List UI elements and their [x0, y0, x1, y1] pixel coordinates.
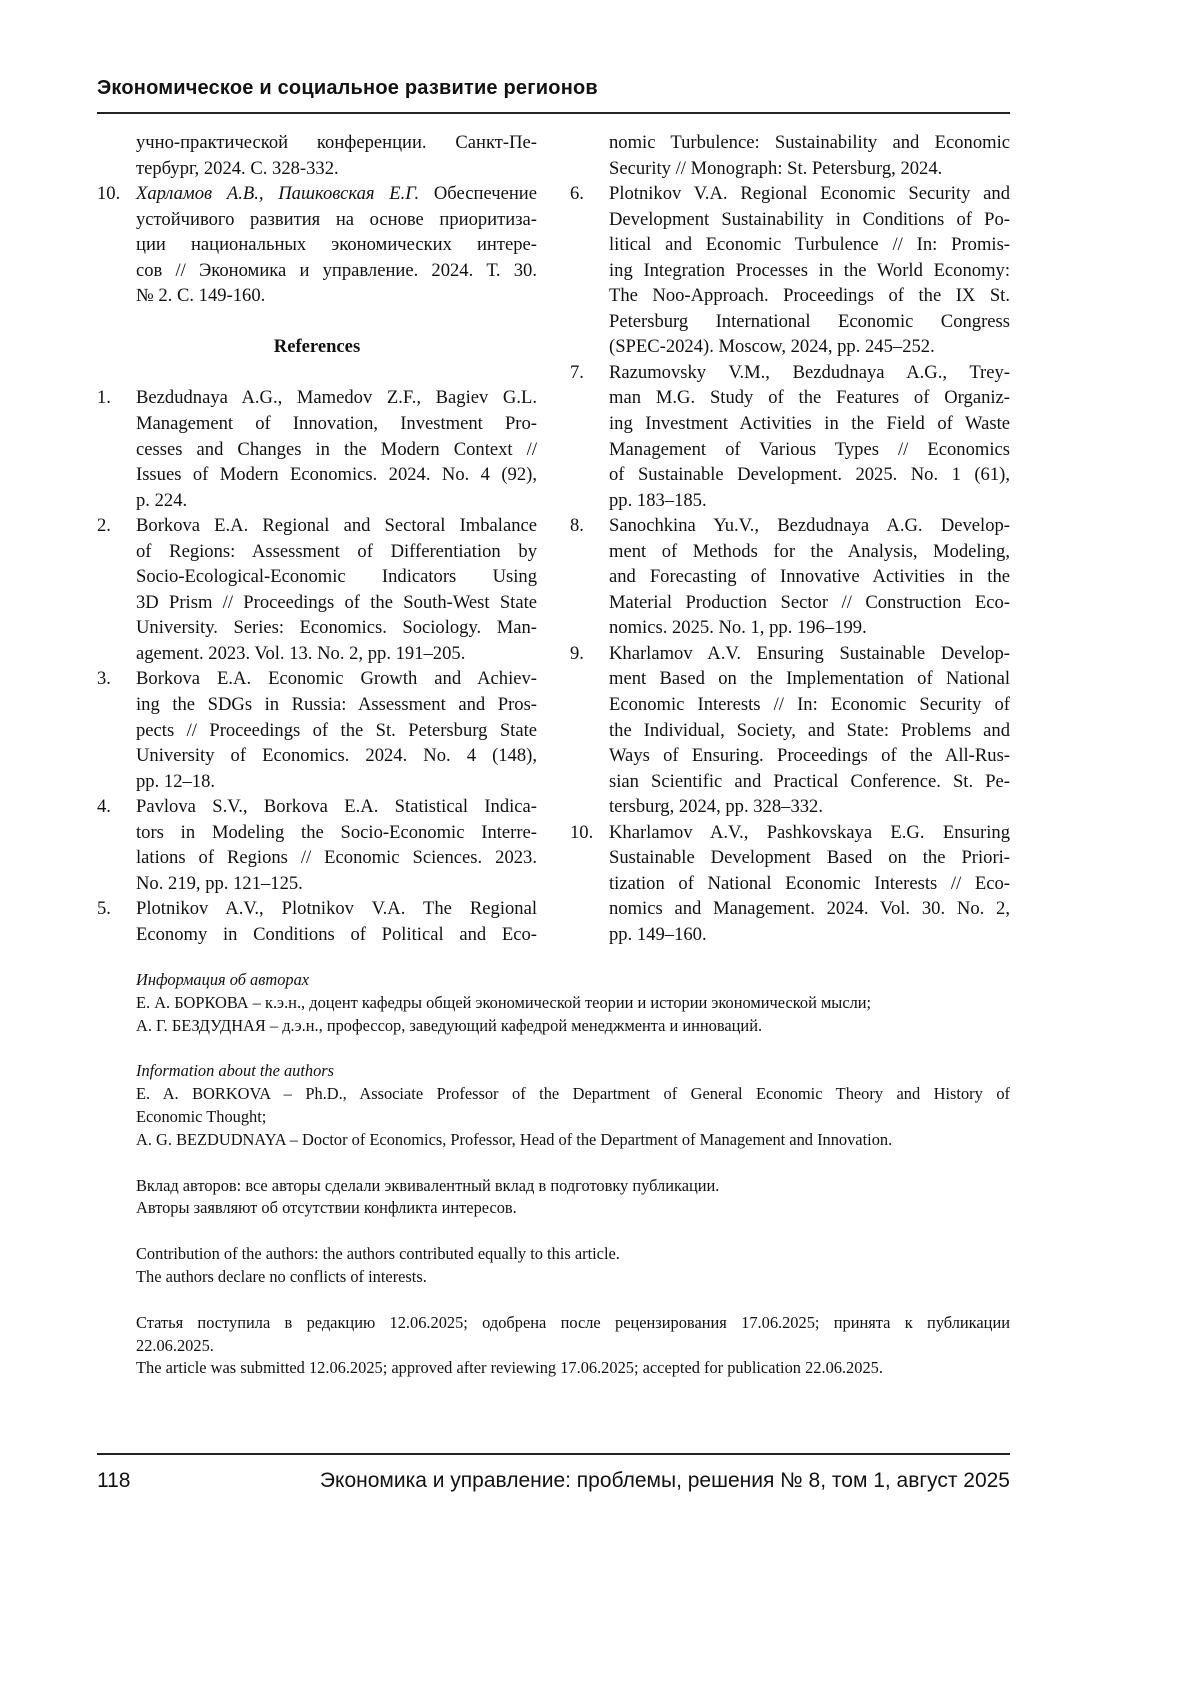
reference-line: Economy in Conditions of Political and Eco-: [97, 922, 537, 948]
reference-line: the Individual, Society, and State: Problems and: [570, 718, 1010, 744]
reference-line: and Forecasting of Innovative Activities in the: [570, 564, 1010, 590]
reference-line: pp. 12–18.: [97, 769, 537, 795]
reference-line: Sanochkina Yu.V., Bezdudnaya A.G. Develop-: [570, 513, 1010, 539]
reference-line: Razumovsky V.M., Bezdudnaya A.G., Trey-: [570, 360, 1010, 386]
reference-line: Material Production Sector // Construction Eco-: [570, 590, 1010, 616]
page-number: 118: [97, 1469, 130, 1493]
footer-rule: [97, 1453, 1010, 1455]
reference-line: № 2. С. 149-160.: [97, 283, 537, 309]
dates-en: The article was submitted 12.06.2025; approved after reviewing 17.06.2025; accepted for publication 22.06.2025.: [136, 1357, 1010, 1380]
journal-title: Экономика и управление: проблемы, решения № 8, том 1, август 2025: [320, 1469, 1010, 1493]
reference-number: 9.: [570, 641, 584, 667]
reference-line: Borkova E.A. Economic Growth and Achiev-: [97, 666, 537, 692]
author-info-line: Economic Thought;: [136, 1106, 1010, 1129]
reference-line: No. 219, pp. 121–125.: [97, 871, 537, 897]
reference-line: Development Sustainability in Conditions of Po-: [570, 207, 1010, 233]
reference-line: sian Scientific and Practical Conference. St. Pe-: [570, 769, 1010, 795]
reference-number: 10.: [97, 181, 120, 207]
reference-authors: Харламов А.В., Пашковская Е.Г.: [136, 183, 419, 204]
conflict-en: The authors declare no conflicts of interests.: [136, 1266, 1010, 1289]
reference-item: [570, 513, 1010, 641]
reference-line: tization of National Economic Interests // Eco-: [570, 871, 1010, 897]
reference-number: 7.: [570, 360, 584, 386]
reference-line: nomic Turbulence: Sustainability and Economic: [570, 130, 1010, 156]
reference-line: Economic Interests // In: Economic Security of: [570, 692, 1010, 718]
reference-line: 3D Prism // Proceedings of the South-West State: [97, 590, 537, 616]
reference-line: (SPEC-2024). Moscow, 2024, pp. 245–252.: [570, 334, 1010, 360]
reference-line: Pavlova S.V., Borkova E.A. Statistical Indica-: [97, 794, 537, 820]
reference-item: [570, 820, 1010, 948]
reference-item: [97, 513, 537, 666]
reference-text: Обеспечение: [419, 183, 537, 204]
reference-item: [97, 896, 537, 947]
reference-item: [97, 666, 537, 794]
reference-line: Security // Monograph: St. Petersburg, 2024.: [570, 156, 1010, 182]
reference-line: ing Investment Activities in the Field of Waste: [570, 411, 1010, 437]
reference-line: Management of Various Types // Economics: [570, 437, 1010, 463]
reference-line: ment of Methods for the Analysis, Modeling,: [570, 539, 1010, 565]
reference-line: Kharlamov A.V. Ensuring Sustainable Develop-: [570, 641, 1010, 667]
reference-item: [570, 360, 1010, 513]
reference-line: pp. 149–160.: [570, 922, 1010, 948]
reference-line: Petersburg International Economic Congress: [570, 309, 1010, 335]
reference-line: [97, 181, 537, 207]
article-info: [136, 969, 1010, 1380]
reference-number: 4.: [97, 794, 111, 820]
dates-ru: Статья поступила в редакцию 12.06.2025; одобрена после рецензирования 17.06.2025; принята к публикации: [136, 1312, 1010, 1335]
reference-line: University. Series: Economics. Sociology. Man-: [97, 615, 537, 641]
conflict-ru: Авторы заявляют об отсутствии конфликта интересов.: [136, 1197, 1010, 1220]
reference-line: pp. 183–185.: [570, 488, 1010, 514]
reference-line: p. 224.: [97, 488, 537, 514]
reference-line: nomics. 2025. No. 1, pp. 196–199.: [570, 615, 1010, 641]
reference-line: ment Based on the Implementation of National: [570, 666, 1010, 692]
reference-line: of Sustainable Development. 2025. No. 1 (61),: [570, 462, 1010, 488]
reference-line: litical and Economic Turbulence // In: Promis-: [570, 232, 1010, 258]
reference-line: of Regions: Assessment of Differentiation by: [97, 539, 537, 565]
reference-line: nomics and Management. 2024. Vol. 30. No. 2,: [570, 896, 1010, 922]
reference-number: 1.: [97, 385, 111, 411]
reference-number: 3.: [97, 666, 111, 692]
author-info-line: А. Г. БЕЗДУДНАЯ – д.э.н., профессор, заведующий кафедрой менеджмента и инноваций.: [136, 1015, 1010, 1038]
dates-ru-cont: 22.06.2025.: [136, 1335, 1010, 1358]
header-rule: [97, 112, 1010, 114]
reference-line: сов // Экономика и управление. 2024. Т. 30.: [97, 258, 537, 284]
reference-number: 6.: [570, 181, 584, 207]
reference-line: Bezdudnaya A.G., Mamedov Z.F., Bagiev G.L.: [97, 385, 537, 411]
author-info-line: E. A. BORKOVA – Ph.D., Associate Professor of the Department of General Economic Theory and History of: [136, 1083, 1010, 1106]
reference-item: [97, 181, 537, 309]
reference-line: The Noo-Approach. Proceedings of the IX St.: [570, 283, 1010, 309]
reference-line: Issues of Modern Economics. 2024. No. 4 (92),: [97, 462, 537, 488]
reference-line: tersburg, 2024, pp. 328–332.: [570, 794, 1010, 820]
reference-line: Kharlamov A.V., Pashkovskaya E.G. Ensuring: [570, 820, 1010, 846]
reference-item: [570, 181, 1010, 360]
contribution-en: Contribution of the authors: the authors contributed equally to this article.: [136, 1243, 1010, 1266]
reference-line: cesses and Changes in the Modern Context //: [97, 437, 537, 463]
reference-line: учно-практической конференции. Санкт-Пе-: [97, 130, 537, 156]
reference-number: 8.: [570, 513, 584, 539]
reference-item: [97, 385, 537, 513]
author-info-line: A. G. BEZDUDNAYA – Doctor of Economics, Professor, Head of the Department of Management and Innovation.: [136, 1129, 1010, 1152]
reference-number: 5.: [97, 896, 111, 922]
author-info-line: Е. А. БОРКОВА – к.э.н., доцент кафедры общей экономической теории и истории экономической мысли;: [136, 992, 1010, 1015]
reference-line: man M.G. Study of the Features of Organiz-: [570, 385, 1010, 411]
reference-item: [97, 794, 537, 896]
reference-number: 10.: [570, 820, 593, 846]
reference-item: [570, 641, 1010, 820]
reference-line: ing the SDGs in Russia: Assessment and Pros-: [97, 692, 537, 718]
reference-line: Sustainable Development Based on the Priori-: [570, 845, 1010, 871]
reference-line: Borkova E.A. Regional and Sectoral Imbalance: [97, 513, 537, 539]
contribution-ru: Вклад авторов: все авторы сделали эквивалентный вклад в подготовку публикации.: [136, 1175, 1010, 1198]
reference-line: тербург, 2024. С. 328-332.: [97, 156, 537, 182]
references-heading: References: [97, 334, 537, 360]
reference-line: tors in Modeling the Socio-Economic Interre-: [97, 820, 537, 846]
left-column: [97, 130, 537, 948]
reference-line: Ways of Ensuring. Proceedings of the All-Rus-: [570, 743, 1010, 769]
authors-info-heading-en: Information about the authors: [136, 1060, 1010, 1083]
reference-line: устойчивого развития на основе приоритиза-: [97, 207, 537, 233]
right-column: [570, 130, 1010, 948]
authors-info-heading-ru: Информация об авторах: [136, 969, 1010, 992]
reference-line: Plotnikov A.V., Plotnikov V.A. The Regional: [97, 896, 537, 922]
reference-line: University of Economics. 2024. No. 4 (148),: [97, 743, 537, 769]
running-header: Экономическое и социальное развитие регионов: [97, 77, 598, 100]
reference-line: pects // Proceedings of the St. Petersburg State: [97, 718, 537, 744]
page-footer: [97, 1469, 1010, 1493]
reference-number: 2.: [97, 513, 111, 539]
reference-line: ing Integration Processes in the World Economy:: [570, 258, 1010, 284]
reference-line: Socio-Ecological-Economic Indicators Using: [97, 564, 537, 590]
reference-line: lations of Regions // Economic Sciences. 2023.: [97, 845, 537, 871]
reference-line: agement. 2023. Vol. 13. No. 2, pp. 191–205.: [97, 641, 537, 667]
reference-line: ции национальных экономических интере-: [97, 232, 537, 258]
reference-line: Management of Innovation, Investment Pro-: [97, 411, 537, 437]
reference-line: Plotnikov V.A. Regional Economic Security and: [570, 181, 1010, 207]
